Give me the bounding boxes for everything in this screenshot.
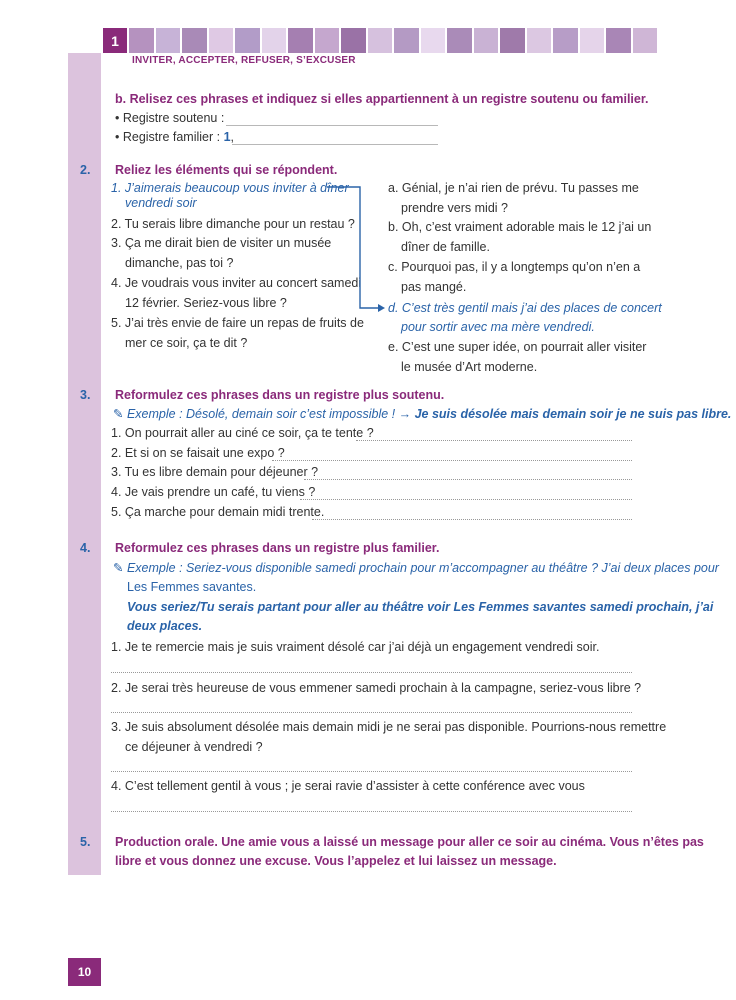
strip-swatch [235, 28, 260, 53]
ex3-answer-line-3[interactable] [304, 479, 632, 480]
strip-swatch [209, 28, 234, 53]
ex4-example-row [113, 560, 719, 575]
strip-swatch [156, 28, 181, 53]
exercise-5-line1: Production orale. Une amie vous a laissé un message pour aller ce soir au cinéma. Vous n’êtes pas [115, 835, 704, 849]
strip-swatch [341, 28, 366, 53]
chapter-number-badge: 1 [103, 28, 127, 53]
ex2-right-b-l1: b. Oh, c’est vraiment adorable mais le 12 j’ai un [388, 220, 652, 234]
ex2-right-d-l2: pour sortir avec ma mère vendredi. [401, 320, 595, 334]
ex3-item-5: 5. Ça marche pour demain midi trente. [111, 505, 325, 519]
ex2-left-1-l2: vendredi soir [125, 196, 197, 210]
ex2-left-5-l2: mer ce soir, ça te dit ? [125, 336, 248, 350]
ex2-left-3-l2: dimanche, pas toi ? [125, 256, 234, 270]
chapter-title: INVITER, ACCEPTER, REFUSER, S’EXCUSER [132, 55, 356, 66]
ex4-item-4: 4. C’est tellement gentil à vous ; je serai ravie d’assister à cette conférence avec vous [111, 779, 585, 793]
ex3-item-4: 4. Je vais prendre un café, tu viens ? [111, 485, 316, 499]
familier-label: • Registre familier : [115, 130, 221, 144]
ex3-example-text: Exemple : Désolé, demain soir c’est impossible ! → [126, 407, 412, 421]
strip-swatch [633, 28, 658, 53]
ex4-answer-line1: Vous seriez/Tu serais partant pour aller au théâtre voir Les Femmes savantes samedi prochain, j’ai [127, 600, 714, 614]
ex2-right-d-l1: d. C’est très gentil mais j’ai des places de concert [388, 301, 662, 315]
strip-swatch [553, 28, 578, 53]
strip-swatch [500, 28, 525, 53]
ex2-left-2: 2. Tu serais libre dimanche pour un restau ? [111, 217, 355, 231]
section-b-prompt: b. Relisez ces phrases et indiquez si elles appartiennent à un registre soutenu ou familier. [115, 92, 649, 106]
familier-row [115, 130, 234, 144]
ex3-answer-line-4[interactable] [300, 499, 632, 500]
ex4-answer-line2: deux places. [127, 619, 203, 633]
strip-swatch [368, 28, 393, 53]
page-number: 10 [68, 958, 101, 986]
ex2-right-c-l1: c. Pourquoi pas, il y a longtemps qu’on n’en a [388, 260, 641, 274]
strip-swatch [288, 28, 313, 53]
exercise-3-number: 3. [80, 388, 91, 402]
ex2-left-4-l2: 12 février. Seriez-vous libre ? [125, 296, 287, 310]
ex2-right-e-l1: e. C’est une super idée, on pourrait aller visiter [388, 340, 647, 354]
strip-swatch [421, 28, 446, 53]
strip-swatch [447, 28, 472, 53]
ex3-example-row [113, 406, 731, 421]
familier-answer: 1 [223, 130, 231, 144]
strip-swatch [182, 28, 207, 53]
ex4-answer-line-2[interactable] [111, 712, 632, 713]
ex3-answer-line-2[interactable] [272, 460, 632, 461]
strip-swatch [580, 28, 605, 53]
exercise-5-line2: libre et vous donnez une excuse. Vous l’appelez et lui laissez un message. [115, 854, 557, 868]
ex2-left-5-l1: 5. J’ai très envie de faire un repas de fruits de [111, 316, 364, 330]
exercise-3-prompt: Reformulez ces phrases dans un registre plus soutenu. [115, 388, 445, 402]
ex3-example-answer: Je suis désolée mais demain soir je ne suis pas libre. [414, 407, 732, 421]
chapter-color-strip [129, 28, 657, 53]
ex4-item-1: 1. Je te remercie mais je suis vraiment désolé car j’ai déjà un engagement vendredi soir. [111, 640, 600, 654]
ex4-answer-line-3[interactable] [111, 771, 632, 772]
pencil-icon: ✎ [113, 561, 124, 575]
strip-swatch [394, 28, 419, 53]
strip-swatch [474, 28, 499, 53]
ex4-item-3-l2: ce déjeuner à vendredi ? [125, 740, 263, 754]
pencil-icon: ✎ [113, 407, 124, 421]
strip-swatch [129, 28, 154, 53]
exercise-4-number: 4. [80, 541, 91, 555]
strip-swatch [262, 28, 287, 53]
ex2-left-3-l1: 3. Ça me dirait bien de visiter un musée [111, 236, 332, 250]
ex3-answer-line-1[interactable] [356, 440, 632, 441]
exercise-2-number: 2. [80, 163, 91, 177]
ex4-example-line2: Les Femmes savantes. [127, 580, 257, 594]
ex2-right-a-l2: prendre vers midi ? [401, 201, 508, 215]
familier-answer-line [232, 144, 438, 145]
ex2-left-4-l1: 4. Je voudrais vous inviter au concert samedi [111, 276, 362, 290]
ex2-right-e-l2: le musée d’Art moderne. [401, 360, 538, 374]
ex2-right-b-l2: dîner de famille. [401, 240, 490, 254]
ex4-answer-line-1[interactable] [111, 672, 632, 673]
strip-swatch [315, 28, 340, 53]
exercise-5-number: 5. [80, 835, 91, 849]
ex4-example-line1: Exemple : Seriez-vous disponible samedi prochain pour m’accompagner au théâtre ? J’ai deux places pour [126, 561, 719, 575]
ex4-item-3-l1: 3. Je suis absolument désolée mais demain midi je ne serai pas disponible. Pourrions-nous remettre [111, 720, 667, 734]
ex2-right-a-l1: a. Génial, je n’ai rien de prévu. Tu passes me [388, 181, 639, 195]
soutenu-label: • Registre soutenu : [115, 111, 225, 125]
familier-separator: , [230, 130, 235, 144]
ex3-answer-line-5[interactable] [312, 519, 632, 520]
ex2-left-1-l1: 1. J’aimerais beaucoup vous inviter à dîner [111, 181, 349, 195]
ex4-item-2: 2. Je serai très heureuse de vous emmener samedi prochain à la campagne, seriez-vous libre ? [111, 681, 642, 695]
exercise-2-prompt: Reliez les éléments qui se répondent. [115, 163, 338, 177]
strip-swatch [527, 28, 552, 53]
ex2-right-c-l2: pas mangé. [401, 280, 467, 294]
soutenu-answer-line [226, 125, 438, 126]
strip-swatch [606, 28, 631, 53]
ex3-item-3: 3. Tu es libre demain pour déjeuner ? [111, 465, 319, 479]
exercise-4-prompt: Reformulez ces phrases dans un registre plus familier. [115, 541, 440, 555]
ex3-item-1: 1. On pourrait aller au ciné ce soir, ça te tente ? [111, 426, 374, 440]
ex4-answer-line-4[interactable] [111, 811, 632, 812]
ex3-item-2: 2. Et si on se faisait une expo ? [111, 446, 285, 460]
